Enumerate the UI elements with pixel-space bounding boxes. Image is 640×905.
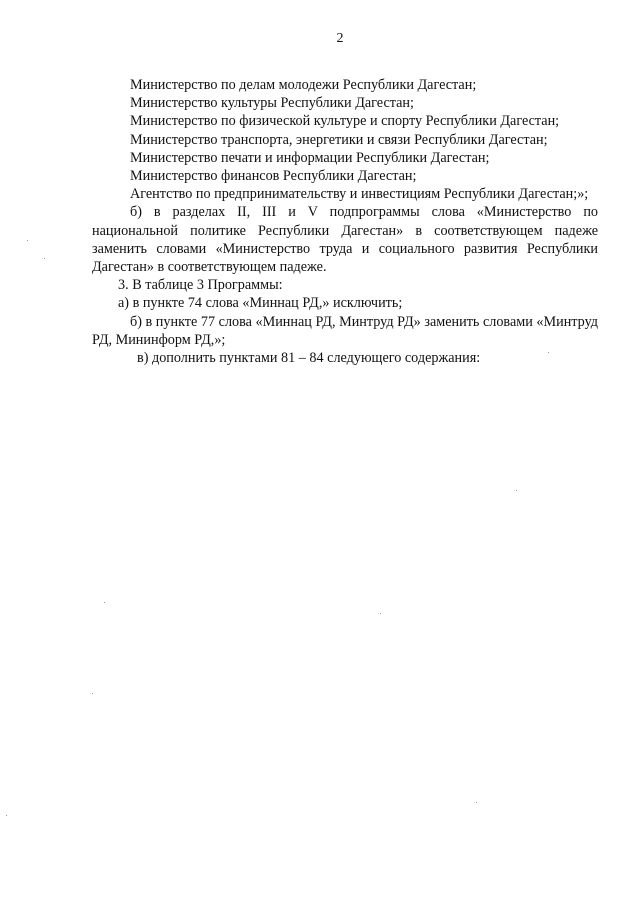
scan-speck (44, 258, 45, 259)
scan-speck (548, 352, 549, 353)
list-item: Министерство по делам молодежи Республики Дагестан; (130, 77, 477, 93)
list-item: Министерство культуры Республики Дагестан; (130, 95, 414, 112)
page-number: 2 (336, 31, 344, 46)
scan-speck (516, 490, 517, 491)
scan-speck (92, 693, 93, 694)
item-b-paragraph: б) в разделах II, III и V подпрограммы слова «Министерство по национальной политике Республики Дагестан» в соответствующем падеже заменить словами «Министерство труда и социального развития Республики Дагестан» в соответствующем падеже. (92, 204, 598, 276)
scan-speck (104, 602, 105, 603)
list-item: Министерство финансов Республики Дагестан; (130, 168, 417, 185)
list-item: Министерство по физической культуре и спорту Республики Дагестан; (130, 113, 560, 130)
scan-speck (476, 802, 477, 803)
item-3a-paragraph: а) в пункте 74 слова «Миннац РД,» исключить; (118, 295, 403, 312)
scan-speck (380, 613, 381, 614)
list-item: Министерство печати и информации Республики Дагестан; (130, 149, 490, 166)
list-item: Министерство транспорта, энергетики и связи Республики Дагестан; (130, 131, 548, 148)
agency-paragraph: Агентство по предпринимательству и инвестициям Республики Дагестан;»; (130, 186, 589, 203)
item-3-paragraph: 3. В таблице 3 Программы: (118, 277, 283, 294)
item-3b-paragraph: б) в пункте 77 слова «Миннац РД, Минтруд РД» заменить словами «Минтруд РД, Мининформ РД,»; (92, 313, 598, 348)
item-3c-paragraph: в) дополнить пунктами 81 – 84 следующего содержания: (137, 350, 481, 367)
scan-speck (27, 240, 28, 241)
scan-speck (6, 815, 7, 816)
document-body (92, 76, 598, 367)
